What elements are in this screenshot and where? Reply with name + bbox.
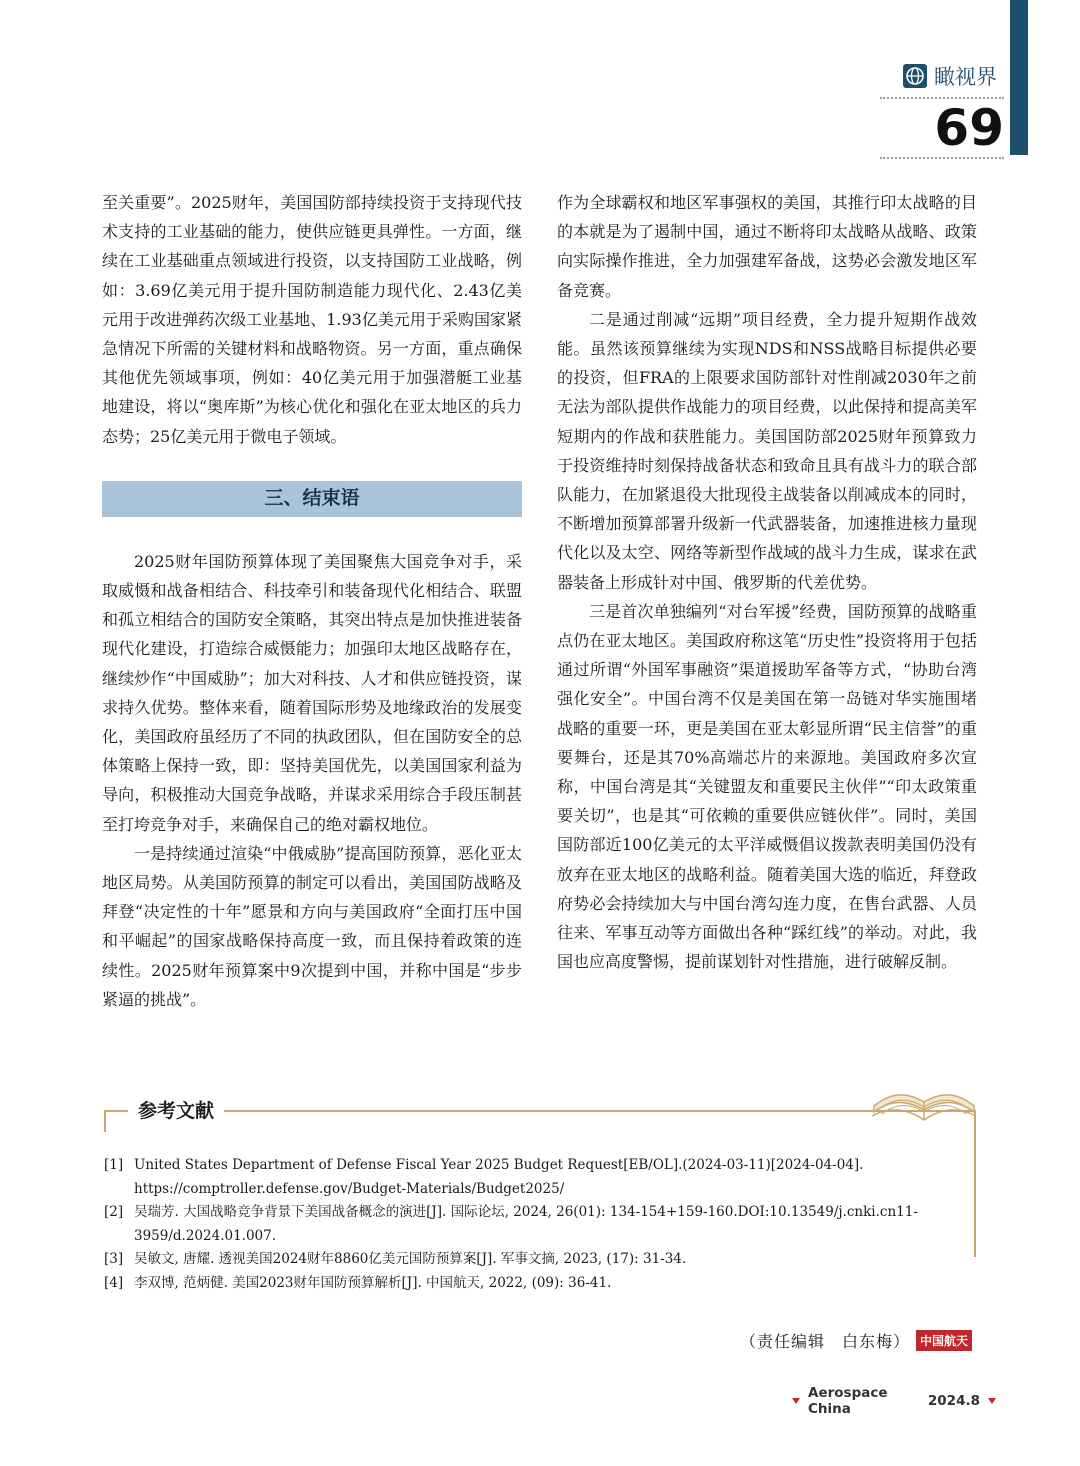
references-list xyxy=(104,1154,964,1296)
reference-number: [1] xyxy=(104,1157,124,1173)
reference-text: 吴敏文, 唐耀. 透视美国2024财年8860亿美元国防预算案[J]. 军事文摘, 2023, (17): 31-34. xyxy=(134,1251,687,1268)
brand-stamp: 中国航天 xyxy=(916,1330,972,1351)
reference-text: United States Department of Defense Fiscal Year 2025 Budget Request[EB/OL].(2024-03-11)[2024-04-04]. https://comptroller.defense.gov/Budget-Materials/Budget2025/ xyxy=(134,1157,864,1197)
reference-text: 李双博, 范炳健. 美国2023财年国防预算解析[J]. 中国航天, 2022, (09): 36-41. xyxy=(134,1274,612,1291)
reference-number: [4] xyxy=(104,1274,124,1291)
reference-item xyxy=(104,1154,964,1201)
editor-text: （责任编辑 白东梅） xyxy=(740,1331,911,1351)
left-paragraph-2: 2025财年国防预算体现了美国聚焦大国竞争对手，采取威慑和战备相结合、科技牵引和装备现代化相结合、联盟和孤立相结合的国防安全策略，其突出特点是加快推进装备现代化建设，打造综合威慑能力；加强印太地区战略存在，继续炒作“中国威胁”；加大对科技、人才和供应链投资，谋求持久优势。整体来看，随着国际形势及地缘政治的发展变化，美国政府虽经历了不同的执政团队，但在国防安全的总体策略上保持一致，即：坚持美国优先，以美国国家利益为导向，积极推动大国竞争战略，并谋求采用综合手段压制甚至打垮竞争对手，来确保自己的绝对霸权地位。 xyxy=(102,551,522,834)
reference-number: [2] xyxy=(104,1204,124,1221)
page-number: 69 xyxy=(934,99,1004,157)
header-divider-bottom xyxy=(880,157,1004,159)
reference-item xyxy=(104,1248,964,1272)
reference-text: 吴瑞芳. 大国战略竞争背景下美国战备概念的演进[J]. 国际论坛, 2024, 26(01): 134-154+159-160.DOI:10.13549/j.cnki.cn11-3959/d.2024.01.007. xyxy=(134,1204,918,1244)
right-paragraph-2: 二是通过削减“远期”项目经费，全力提升短期作战效能。虽然该预算继续为实现NDS和NSS战略目标提供必要的投资，但FRA的上限要求国防部针对性削减2030年之前无法为部队提供作战能力的项目经费，以此保持和提高美军短期内的作战和获胜能力。美国国防部2025财年预算致力于投资维持时刻保持战备状态和致命且具有战斗力的联合部队能力，在加紧退役大批现役主战装备以削减成本的同时，不断增加预算部署升级新一代武器装备，加速推进核力量现代化以及太空、网络等新型作战域的战斗力生成，谋求在武器装备上形成针对中国、俄罗斯的代差优势。 xyxy=(557,309,977,592)
reference-number: [3] xyxy=(104,1251,124,1268)
footer-journal: Aerospace China xyxy=(808,1385,888,1417)
triangle-marker-icon xyxy=(792,1398,800,1404)
page-footer xyxy=(784,1385,1004,1417)
side-accent-bar xyxy=(1010,0,1028,155)
globe-icon xyxy=(902,63,928,89)
references-title: 参考文献 xyxy=(128,1096,224,1123)
left-paragraph-3: 一是持续通过渲染“中俄威胁”提高国防预算，恶化亚太地区局势。从美国防预算的制定可以看出，美国国防战略及拜登“决定性的十年”愿景和方向与美国政府“全面打压中国和平崛起”的国家战略保持高度一致，而且保持着政策的连续性。2025财年预算案中9次提到中国，并称中国是“步步紧逼的挑战”。 xyxy=(102,843,522,1009)
reference-item xyxy=(104,1201,964,1248)
section-label xyxy=(902,60,1006,92)
right-paragraph-3: 三是首次单独编列“对台军援”经费，国防预算的战略重点仍在亚太地区。美国政府称这笔“历史性”投资将用于包括通过所谓“外国军事融资”渠道援助军备等方式，“协助台湾强化安全”。中国台湾不仅是美国在第一岛链对华实施围堵战略的重要一环，更是美国在亚太彰显所谓“民主信誉”的重要舞台，还是其70%高端芯片的来源地。美国政府多次宣称，中国台湾是其“关键盟友和重要民主伙伴”“印太政策重要关切”，也是其“可依赖的重要供应链伙伴”。同时，美国国防部近100亿美元的太平洋威慑倡议拨款表明美国仍没有放弃在亚太地区的战略利益。随着美国大选的临近，拜登政府势必会持续加大与中国台湾勾连力度，在售台武器、人员往来、军事互动等方面做出各种“踩红线”的举动。对此，我国也应高度警惕，提前谋划针对性措施，进行破解反制。 xyxy=(557,601,977,972)
references-frame-corner xyxy=(104,1110,106,1132)
right-paragraph-1: 作为全球霸权和地区军事强权的美国，其推行印太战略的目的本就是为了遏制中国，通过不断将印太战略从战略、政策向实际操作推进，全力加强建军备战，这势必会激发地区军备竞赛。 xyxy=(557,193,977,300)
left-column xyxy=(102,188,522,1014)
editor-credit xyxy=(740,1328,972,1352)
triangle-marker-icon xyxy=(988,1398,996,1404)
left-paragraph-1: 至关重要”。2025财年，美国国防部持续投资于支持现代技术支持的工业基础的能力，使供应链更具弹性。一方面，继续在工业基础重点领域进行投资，以支持国防工业战略，例如：3.69亿美元用于提升国防制造能力现代化、2.43亿美元用于改进弹药次级工业基地、1.93亿美元用于采购国家紧急情况下所需的关键材料和战略物资。另一方面，重点确保其他优先领域事项，例如：40亿美元用于加强潜艇工业基地建设，将以“奥库斯”为核心优化和强化在亚太地区的兵力态势；25亿美元用于微电子领域。 xyxy=(102,193,522,446)
reference-item xyxy=(104,1272,964,1296)
section-heading: 三、结束语 xyxy=(102,481,522,517)
footer-issue: 2024.8 xyxy=(927,1393,980,1409)
section-title: 瞰视界 xyxy=(934,65,997,89)
open-book-icon xyxy=(868,1076,980,1126)
right-column xyxy=(557,188,977,976)
